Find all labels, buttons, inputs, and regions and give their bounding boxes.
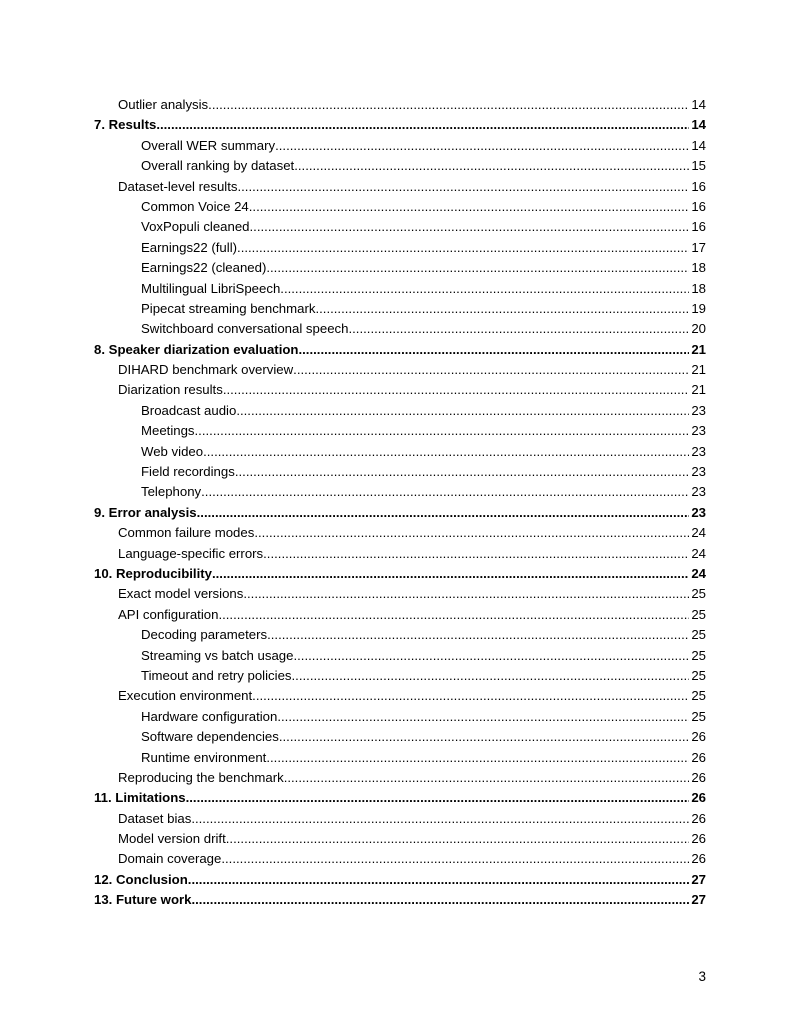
- toc-entry-title: Switchboard conversational speech: [141, 321, 349, 337]
- toc-entry-page: 15: [691, 158, 706, 174]
- toc-dot-leader: [235, 462, 690, 482]
- toc-dot-leader: [237, 238, 689, 258]
- toc-entry-page: 25: [691, 627, 706, 643]
- toc-entry-title: VoxPopuli cleaned: [141, 219, 250, 235]
- toc-entry-page: 16: [691, 219, 706, 235]
- toc-entry-page: 24: [691, 545, 706, 561]
- toc-entry-title: Pipecat streaming benchmark: [141, 300, 316, 316]
- toc-dot-leader: [186, 788, 690, 808]
- toc-entry[interactable]: [94, 503, 706, 523]
- toc-entry[interactable]: [94, 442, 706, 462]
- toc-dot-leader: [252, 686, 689, 706]
- toc-entry[interactable]: [94, 115, 706, 135]
- toc-entry-title: DIHARD benchmark overview: [118, 362, 294, 378]
- toc-entry-page: 18: [691, 280, 706, 296]
- toc-entry-page: 25: [691, 688, 706, 704]
- toc-dot-leader: [212, 564, 689, 584]
- toc-entry[interactable]: [94, 829, 706, 849]
- toc-entry-title: Dataset bias: [118, 810, 192, 826]
- toc-entry-title: Streaming vs batch usage: [141, 647, 294, 663]
- toc-entry[interactable]: [94, 523, 706, 543]
- toc-dot-leader: [284, 768, 690, 788]
- toc-entry[interactable]: [94, 299, 706, 319]
- toc-entry[interactable]: [94, 340, 706, 360]
- toc-entry-page: 25: [691, 708, 706, 724]
- toc-dot-leader: [293, 360, 689, 380]
- toc-dot-leader: [208, 95, 689, 115]
- toc-entry[interactable]: [94, 544, 706, 564]
- toc-entry-page: 26: [691, 749, 706, 765]
- toc-entry-title: Web video: [141, 443, 204, 459]
- toc-entry[interactable]: [94, 666, 706, 686]
- toc-entry-title: Execution environment: [118, 688, 253, 704]
- toc-entry-page: 21: [691, 362, 706, 378]
- toc-dot-leader: [275, 136, 689, 156]
- toc-entry-title: Meetings: [141, 423, 195, 439]
- toc-entry[interactable]: [94, 870, 706, 890]
- toc-entry[interactable]: [94, 849, 706, 869]
- toc-entry-title: Dataset-level results: [118, 178, 238, 194]
- toc-entry-page: 23: [691, 484, 706, 500]
- toc-entry-page: 16: [691, 178, 706, 194]
- toc-entry[interactable]: [94, 809, 706, 829]
- toc-dot-leader: [191, 890, 689, 910]
- toc-entry-page: 26: [691, 831, 706, 847]
- toc-entry-title: 11. Limitations: [94, 790, 186, 806]
- toc-entry-title: 7. Results: [94, 117, 157, 133]
- toc-entry-title: Earnings22 (cleaned): [141, 260, 267, 276]
- toc-entry-page: 23: [691, 464, 706, 480]
- toc-entry-title: Decoding parameters: [141, 627, 268, 643]
- toc-dot-leader: [243, 584, 689, 604]
- toc-entry-title: Domain coverage: [118, 851, 222, 867]
- toc-entry[interactable]: [94, 421, 706, 441]
- toc-dot-leader: [263, 544, 689, 564]
- toc-entry-title: Diarization results: [118, 382, 223, 398]
- toc-entry[interactable]: [94, 788, 706, 808]
- toc-entry[interactable]: [94, 625, 706, 645]
- toc-entry-page: 23: [691, 423, 706, 439]
- toc-dot-leader: [293, 646, 689, 666]
- toc-entry-page: 24: [691, 565, 706, 581]
- toc-dot-leader: [156, 115, 689, 135]
- toc-dot-leader: [249, 197, 690, 217]
- toc-entry-title: API configuration: [118, 606, 219, 622]
- toc-entry-page: 25: [691, 586, 706, 602]
- toc-entry-page: 26: [691, 729, 706, 745]
- toc-dot-leader: [221, 849, 689, 869]
- toc-entry-title: Broadcast audio: [141, 402, 237, 418]
- toc-entry[interactable]: [94, 686, 706, 706]
- toc-entry-title: 10. Reproducibility: [94, 565, 212, 581]
- toc-entry[interactable]: [94, 727, 706, 747]
- toc-entry[interactable]: [94, 360, 706, 380]
- toc-entry-page: 18: [691, 260, 706, 276]
- toc-dot-leader: [277, 707, 689, 727]
- toc-entry-page: 23: [691, 402, 706, 418]
- toc-dot-leader: [266, 748, 689, 768]
- toc-entry[interactable]: [94, 136, 706, 156]
- toc-dot-leader: [203, 442, 689, 462]
- toc-entry-page: 26: [691, 810, 706, 826]
- toc-dot-leader: [315, 299, 689, 319]
- toc-dot-leader: [250, 217, 690, 237]
- toc-entry-title: Reproducing the benchmark: [118, 769, 284, 785]
- toc-entry[interactable]: [94, 156, 706, 176]
- toc-entry-title: 13. Future work: [94, 892, 192, 908]
- toc-dot-leader: [201, 482, 689, 502]
- toc-entry[interactable]: [94, 748, 706, 768]
- toc-entry[interactable]: [94, 482, 706, 502]
- toc-entry[interactable]: [94, 768, 706, 788]
- toc-entry-page: 26: [691, 790, 706, 806]
- toc-entry-title: Language-specific errors: [118, 545, 264, 561]
- toc-entry-page: 26: [691, 769, 706, 785]
- toc-entry[interactable]: [94, 605, 706, 625]
- toc-entry[interactable]: [94, 177, 706, 197]
- toc-entry-title: Hardware configuration: [141, 708, 278, 724]
- toc-entry-title: Common Voice 24: [141, 198, 249, 214]
- toc-entry-title: Model version drift: [118, 831, 226, 847]
- toc-entry-page: 25: [691, 647, 706, 663]
- toc-dot-leader: [188, 870, 690, 890]
- toc-entry[interactable]: [94, 584, 706, 604]
- toc-entry[interactable]: [94, 401, 706, 421]
- toc-dot-leader: [226, 829, 690, 849]
- toc-entry-title: Exact model versions: [118, 586, 244, 602]
- toc-dot-leader: [279, 727, 689, 747]
- toc-dot-leader: [254, 523, 689, 543]
- toc-entry-page: 16: [691, 198, 706, 214]
- toc-dot-leader: [236, 401, 689, 421]
- toc-entry[interactable]: [94, 462, 706, 482]
- toc-entry-title: Runtime environment: [141, 749, 267, 765]
- toc-dot-leader: [280, 279, 689, 299]
- toc-entry-title: Outlier analysis: [118, 97, 209, 112]
- table-of-contents: [94, 95, 706, 911]
- toc-entry[interactable]: [94, 238, 706, 258]
- toc-entry[interactable]: [94, 319, 706, 339]
- toc-entry-page: 26: [691, 851, 706, 867]
- toc-dot-leader: [267, 625, 689, 645]
- toc-entry-title: Overall ranking by dataset: [141, 158, 295, 174]
- toc-entry-page: 24: [691, 525, 706, 541]
- toc-entry-title: Software dependencies: [141, 729, 279, 745]
- toc-entry-page: 14: [691, 137, 706, 153]
- toc-entry-page: 27: [691, 892, 706, 908]
- toc-entry-page: 25: [691, 667, 706, 683]
- toc-dot-leader: [292, 666, 690, 686]
- toc-entry-page: 17: [691, 239, 706, 255]
- toc-entry[interactable]: [94, 564, 706, 584]
- toc-entry-page: 25: [691, 606, 706, 622]
- toc-entry-title: 9. Error analysis: [94, 504, 197, 520]
- toc-entry-page: 20: [691, 321, 706, 337]
- toc-entry-page: 21: [691, 341, 706, 357]
- toc-entry[interactable]: [94, 707, 706, 727]
- toc-entry-page: 23: [691, 443, 706, 459]
- toc-dot-leader: [223, 380, 690, 400]
- toc-entry-page: 23: [691, 504, 706, 520]
- toc-entry[interactable]: [94, 279, 706, 299]
- page-number: 3: [698, 969, 706, 984]
- toc-entry[interactable]: [94, 890, 706, 910]
- toc-dot-leader: [197, 503, 690, 523]
- toc-dot-leader: [348, 319, 689, 339]
- toc-entry[interactable]: [94, 197, 706, 217]
- toc-dot-leader: [195, 421, 690, 441]
- toc-entry-page: 14: [691, 117, 706, 133]
- toc-dot-leader: [266, 258, 689, 278]
- toc-entry-page: 21: [691, 382, 706, 398]
- toc-dot-leader: [218, 605, 689, 625]
- toc-entry-title: Overall WER summary: [141, 137, 276, 153]
- toc-entry-page: 27: [691, 871, 706, 887]
- toc-entry[interactable]: [94, 380, 706, 400]
- toc-dot-leader: [237, 177, 689, 197]
- toc-entry-page: 19: [691, 300, 706, 316]
- toc-entry-title: Timeout and retry policies: [141, 667, 292, 683]
- toc-entry-title: Multilingual LibriSpeech: [141, 280, 281, 296]
- toc-dot-leader: [294, 156, 689, 176]
- toc-dot-leader: [298, 340, 689, 360]
- toc-entry[interactable]: [94, 217, 706, 237]
- toc-entry[interactable]: [94, 258, 706, 278]
- toc-entry-title: Earnings22 (full): [141, 239, 238, 255]
- toc-entry-page: 14: [691, 97, 706, 112]
- toc-entry-title: 8. Speaker diarization evaluation: [94, 341, 299, 357]
- toc-dot-leader: [191, 809, 689, 829]
- toc-entry-title: 12. Conclusion: [94, 871, 188, 887]
- toc-entry-title: Telephony: [141, 484, 202, 500]
- toc-entry[interactable]: [94, 646, 706, 666]
- toc-entry-title: Field recordings: [141, 464, 235, 480]
- toc-entry-title: Common failure modes: [118, 525, 255, 541]
- toc-entry[interactable]: [94, 95, 706, 115]
